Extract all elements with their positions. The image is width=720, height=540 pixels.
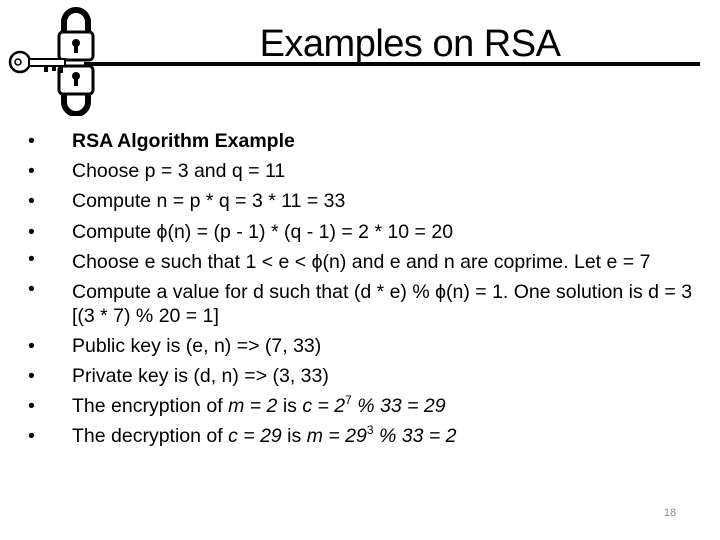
bullet-item-decryption: • The decryption of c = 29 is $m = 29^3$ % 33 = 2 — [28, 421, 708, 451]
bullet-item: • Private key is (d, n) => (3, 33) — [28, 361, 708, 391]
bullet-item: • RSA Algorithm Example — [28, 126, 708, 156]
security-logo — [4, 4, 96, 116]
bullet-item: • Choose e such that 1 < e < ϕ(n) and e and n are coprime. Let e = 7 — [28, 247, 708, 277]
bullet-list — [28, 126, 708, 452]
bullet-item: • Compute ϕ(n) = (p - 1) * (q - 1) = 2 * 10 = 20 — [28, 217, 708, 247]
bullet-item: • Public key is (e, n) => (7, 33) — [28, 331, 708, 361]
slide-title: Examples on RSA — [259, 23, 561, 65]
bullet-item: • Compute n = p * q = 3 * 11 = 33 — [28, 186, 708, 216]
bullet-item-encryption: • The encryption of m = 2 is $c = 2^7$ % 33 = 29 — [28, 391, 708, 421]
bullet-item: • Compute a value for d such that (d * e) % ϕ(n) = 1. One solution is d = 3 [(3 * 7) % 20 = 1] — [28, 277, 708, 331]
page-number: 18 — [663, 507, 677, 519]
locked-padlock-icon — [59, 10, 93, 60]
unlocked-padlock-icon — [59, 66, 93, 114]
bullet-item: • Choose p = 3 and q = 11 — [28, 156, 708, 186]
key-icon — [10, 52, 65, 73]
